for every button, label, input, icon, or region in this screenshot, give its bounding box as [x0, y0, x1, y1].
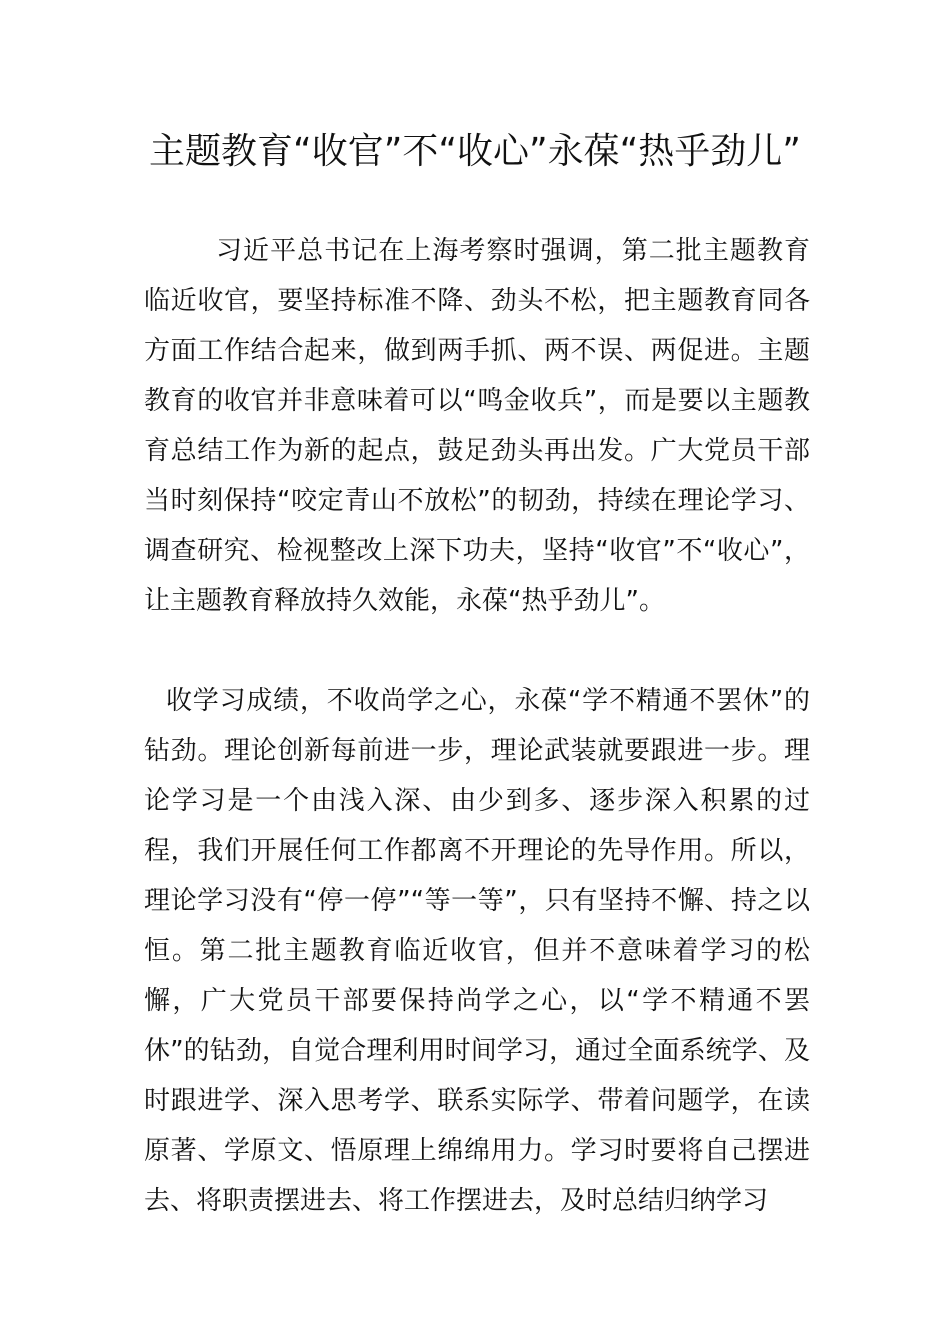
document-title: 主题教育“收官”不“收心”永葆“热乎劲儿”: [149, 131, 801, 172]
paragraph-1: 习近平总书记在上海考察时强调，第二批主题教育临近收官，要坚持标准不降、劲头不松，把主题教育同各方面工作结合起来，做到两手抓、两不误、两促进。主题教育的收官并非意味着可以“鸣金收兵”，而是要以主题教育总结工作为新的起点，鼓足劲头再出发。广大党员干部当时刻保持“咬定青山不放松”的韧劲，持续在理论学习、调查研究、检视整改上深下功夫，坚持“收官”不“收心”，让主题教育释放持久效能，永葆“热乎劲儿”。: [144, 236, 810, 616]
paragraph-2: 收学习成绩，不收尚学之心，永葆“学不精通不罢休”的钻劲。理论创新每前进一步，理论武装就要跟进一步。理论学习是一个由浅入深、由少到多、逐步深入积累的过程，我们开展任何工作都离不开理论的先导作用。所以，理论学习没有“停一停”“等一等”，只有坚持不懈、持之以恒。第二批主题教育临近收官，但并不意味着学习的松懈，广大党员干部要保持尚学之心，以“学不精通不罢休”的钻劲，自觉合理利用时间学习，通过全面系统学、及时跟进学、深入思考学、联系实际学、带着问题学，在读原著、学原文、悟原理上绵绵用力。学习时要将自己摆进去、将职责摆进去、将工作摆进去，及时总结归纳学习: [144, 686, 810, 1216]
